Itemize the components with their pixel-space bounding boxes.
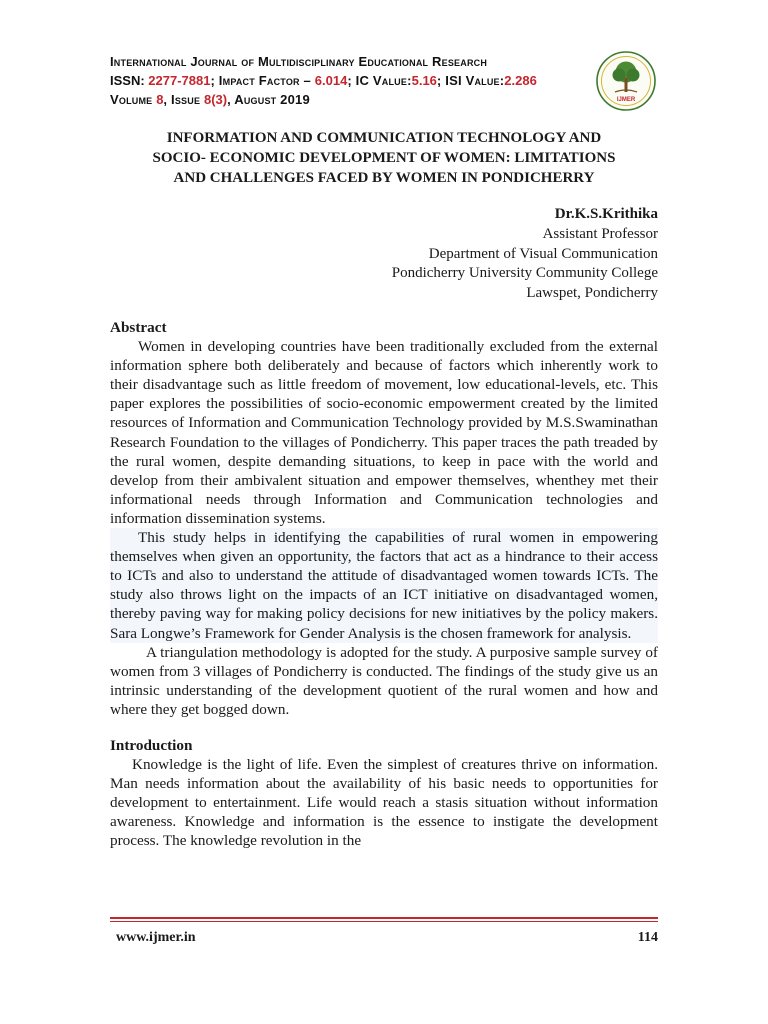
volume-value: 8 [156,92,164,107]
paper-title [108,128,660,188]
isi-value: 2.286 [504,73,537,88]
author-position: Assistant Professor [542,225,658,242]
footer-website-link[interactable]: www.ijmer.in [116,930,196,945]
footer-rule-thick [110,917,658,919]
journal-volume [110,90,580,109]
author-block [238,205,658,304]
abstract-paragraph-2: This study helps in identifying the capabilities of rural women in empowering themselves when given an opportunity, the factors that act as a hindrance to their access to ICTs and also to understand the attitude of disadvantaged women towards ICTs. The study also throws light on the impacts of an ICT initiative on disadvantaged women, thereby paving way for making policy decisions for new initiatives by the policy makers. Sara Longwe’s Framework for Gender Analysis is the chosen framework for analysis. [110,529,658,642]
ic-value: 5.16 [411,73,437,88]
volume-label: Volume [110,92,157,107]
journal-header [110,52,580,109]
abstract-paragraph-3: A triangulation methodology is adopted for the study. A purposive sample survey of women from 3 villages of Pondicherry is conducted. The findings of the study give us an intrinsic understanding of the development quotient of the rural women and how and where they get bogged down. [110,643,658,718]
impact-value: 6.014 [314,73,348,88]
journal-logo-icon [595,50,657,112]
issue-label: , Issue [163,92,204,107]
page-number: 114 [637,930,658,945]
footer-rule-thin [110,921,658,922]
logo-lettering: IJMER [616,97,636,103]
author-department: Department of Visual Communication [428,245,658,262]
abstract-paragraph-1: Women in developing countries have been traditionally excluded from the external information sphere both deliberately and because of factors which inherently work to their disadvantage such as little freedom of movement, low educational-levels, etc. This paper explores the possibilities of socio-economic empowerment created by the limited resources of Information and Communication Technology provided by M.S.Swaminathan Research Foundation to the villages of Pondicherry. This paper traces the path treaded by the rural women, despite demanding situations, to keep in pace with the world and develop from their ambivalent situation and empower themselves, whenthey met their informational needs through Information and Communication technologies and information dissemination systems. [110,338,658,527]
author-name: Dr.K.S.Krithika [554,206,658,222]
paper-body [110,318,658,851]
issue-date: , August 2019 [227,92,310,107]
title-line-3: AND CHALLENGES FACED BY WOMEN IN PONDICHERRY [173,170,595,186]
author-location: Lawspet, Pondicherry [526,285,658,302]
author-institution: Pondicherry University Community College [391,265,658,282]
introduction-heading: Introduction [110,736,193,754]
isi-label: ; ISI Value: [436,73,505,88]
introduction-paragraph-1: Knowledge is the light of life. Even the simplest of creatures thrive on information. Man needs information about the availability of his basic needs to opportunities for development to entertainment. Life would reach a stasis situation without information awareness. Knowledge and information is the essence to instigate the development process. The knowledge revolution in the [110,756,658,850]
issn-label: ISSN: [110,73,149,88]
title-line-1: INFORMATION AND COMMUNICATION TECHNOLOGY AND [166,130,602,146]
impact-label: ; Impact Factor – [210,73,315,88]
abstract-heading: Abstract [110,319,167,336]
journal-name: International Journal of Multidisciplinary Educational Research [110,54,488,69]
ic-label: ; IC Value: [347,73,412,88]
section-gap [110,719,658,736]
title-line-2: SOCIO- ECONOMIC DEVELOPMENT OF WOMEN: LIMITATIONS [152,150,616,166]
issue-value: 8(3) [203,92,228,107]
issn-value: 2277-7881 [148,73,211,88]
journal-metrics [110,71,580,90]
